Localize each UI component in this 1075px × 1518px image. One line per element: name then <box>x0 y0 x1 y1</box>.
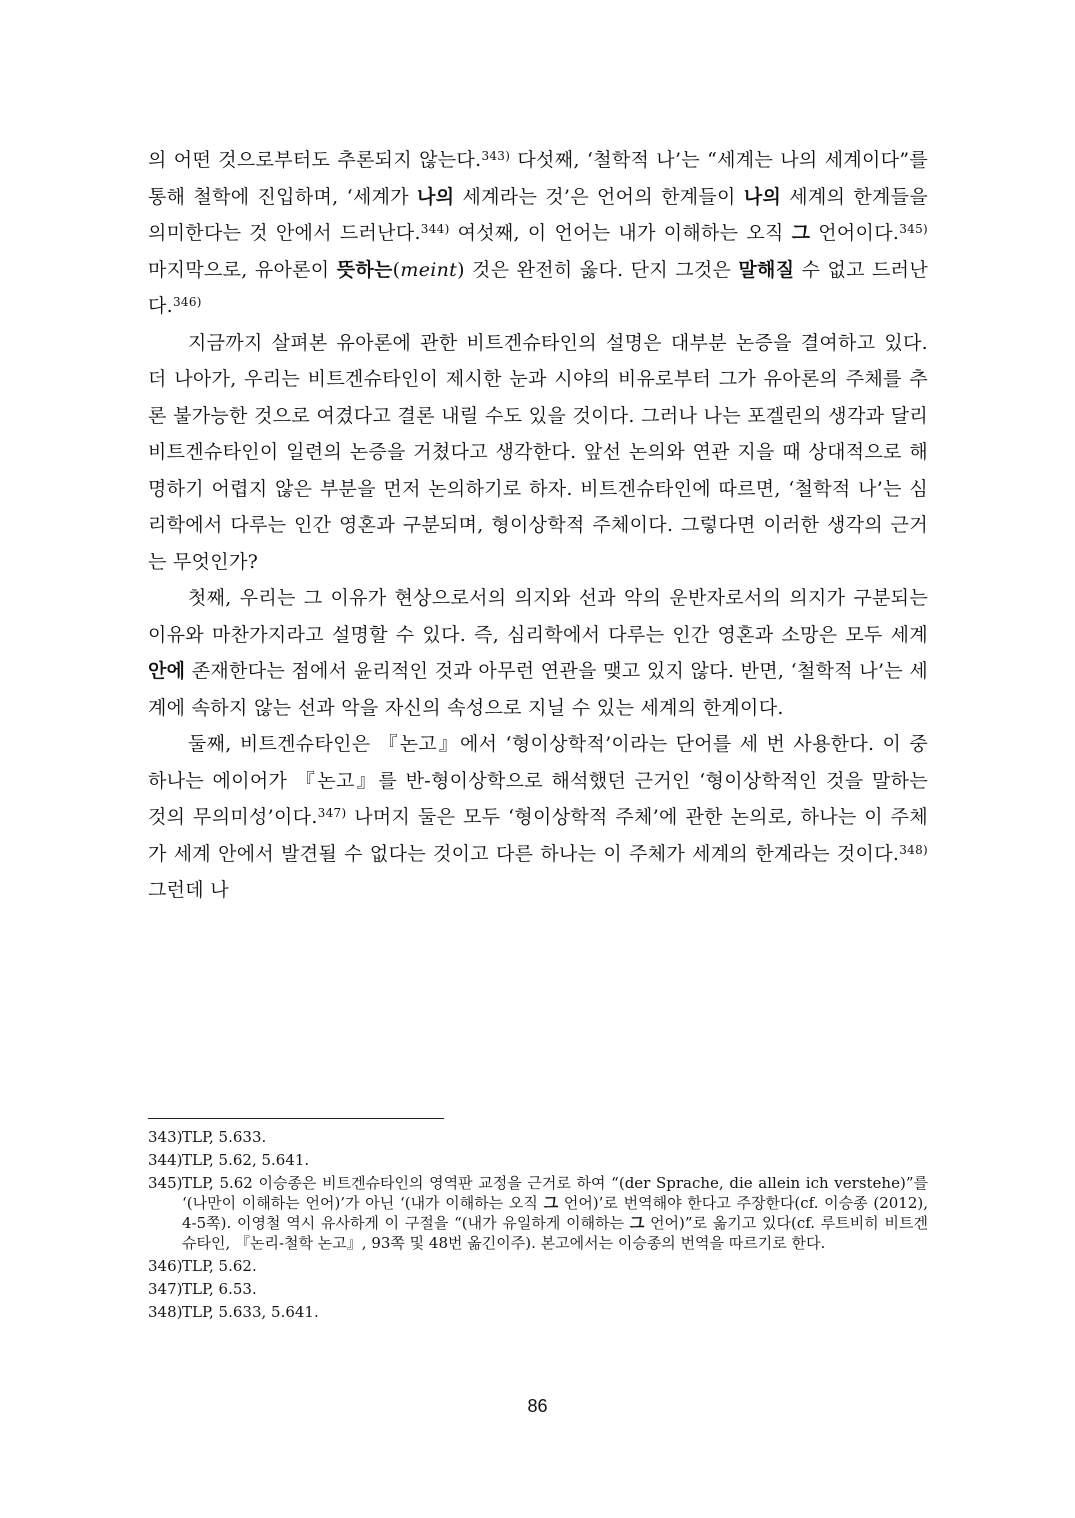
text-run: TLP, 6.53. <box>182 1280 257 1298</box>
footnote-number: 344) <box>148 1151 183 1169</box>
footnote-number: 343) <box>148 1128 183 1146</box>
text-run: TLP, 5.62. <box>182 1257 257 1275</box>
footnote-ref[interactable]: 345) <box>899 222 928 236</box>
text-run: 세계의 한계들을 의미한다는 것 안에서 드러난다. <box>148 185 928 244</box>
text-run: TLP, 5.62, 5.641. <box>182 1151 310 1169</box>
text-run: 나머지 둘은 모두 ‘형이상학적 주체’에 관한 논의로, 하나는 이 주체가 세계 안에서 발견될 수 없다는 것이고 다른 하나는 이 주체가 세계의 한계라는 것이다. <box>148 806 928 865</box>
footnote-item <box>148 1150 928 1170</box>
emphasis-bold: 나의 <box>743 185 782 208</box>
text-run: 세계라는 것’은 언어의 한계들이 <box>454 185 744 208</box>
emphasis-bold: 말해질 <box>738 258 795 281</box>
body-paragraph <box>148 726 928 909</box>
footnote-number: 347) <box>148 1280 183 1298</box>
body-paragraph <box>148 325 928 581</box>
emphasis-bold: 안에 <box>148 660 186 682</box>
text-run: 존재한다는 점에서 윤리적인 것과 아무런 연관을 맺고 있지 않다. 반면, ‘철학적 나’는 세계에 속하지 않는 선과 악을 자신의 속성으로 지닐 수 있는 세계의 한계이다. <box>148 660 928 719</box>
text-run: ( <box>392 258 401 281</box>
body-paragraph <box>148 142 928 325</box>
footnote-text <box>182 1302 928 1322</box>
text-run: 마지막으로, 유아론이 <box>148 258 337 281</box>
footnote-divider <box>148 1118 444 1119</box>
text-run: 첫째, 우리는 그 이유가 현상으로서의 의지와 선과 악의 운반자로서의 의지가 구분되는 이유와 마찬가지라고 설명할 수 있다. 즉, 심리학에서 다루는 인간 영혼과 소망은 모두 세계 <box>148 587 928 646</box>
text-run: 그런데 나 <box>148 879 229 901</box>
emphasis-bold: 그 <box>791 222 811 244</box>
text-run: 다섯째, ‘철학적 나’는 “세계는 나의 세계이다”를 통해 철학에 진입하며, ‘세계가 <box>148 149 928 208</box>
main-body-text <box>148 142 928 909</box>
footnote-text <box>182 1256 928 1276</box>
text-run: TLP, 5.633. <box>182 1128 267 1146</box>
footnotes <box>148 1127 928 1325</box>
footnote-item <box>148 1127 928 1147</box>
text-run: 언어)’로 번역해야 한다고 주장한다(cf. 이승종 (2012), 4-5쪽). 이영철 역시 유사하게 이 구절을 “(내가 유일하게 이해하는 <box>182 1194 929 1232</box>
body-paragraph <box>148 580 928 726</box>
footnote-ref[interactable]: 344) <box>420 222 450 236</box>
footnote-item <box>148 1256 928 1276</box>
text-run: TLP, 5.62 이승종은 비트겐슈타인의 영역판 교정을 근거로 하여 “(der Sprache, die allein ich verstehe)”를 ‘(나만이 이해하는 언어)’가 아닌 ‘(내가 이해하는 오직 <box>182 1174 928 1212</box>
footnote-ref[interactable]: 343) <box>481 149 511 163</box>
footnote-text <box>182 1173 928 1253</box>
text-run: 수 없고 드러난다. <box>148 258 928 317</box>
footnote-ref[interactable]: 347) <box>317 806 347 820</box>
footnote-ref[interactable]: 348) <box>899 842 928 857</box>
emphasis-italic: meint <box>400 258 458 281</box>
footnote-item <box>148 1279 928 1299</box>
footnote-text <box>182 1279 928 1299</box>
footnote-number: 346) <box>148 1257 183 1275</box>
footnote-number: 348) <box>148 1303 183 1321</box>
emphasis-bold: 그 <box>629 1214 645 1232</box>
text-run: 언어이다. <box>810 222 900 244</box>
text-run: 언어)”로 옮기고 있다(cf. 루트비히 비트겐슈타인, 『논리-철학 논고』, 93쪽 및 48번 옮긴이주). 본고에서는 이승종의 번역을 따르기로 한다. <box>182 1214 928 1252</box>
footnote-item <box>148 1302 928 1322</box>
page-number: 86 <box>527 1396 548 1416</box>
footnote-ref[interactable]: 346) <box>173 295 202 309</box>
emphasis-bold: 뜻하는 <box>336 258 393 281</box>
text-run: 둘째, 비트겐슈타인은 『논고』에서 ‘형이상학적’이라는 단어를 세 번 사용한다. 이 중 하나는 에이어가 『논고』를 반-형이상학으로 해석했던 근거인 ‘형이상학적인 것을 말하는 것의 무의미성’이다. <box>148 733 928 828</box>
emphasis-bold: 그 <box>543 1194 559 1212</box>
text-run: ) 것은 완전히 옳다. 단지 그것은 <box>457 258 739 281</box>
text-run: 지금까지 살펴본 유아론에 관한 비트겐슈타인의 설명은 대부분 논증을 결여하고 있다. 더 나아가, 우리는 비트겐슈타인이 제시한 눈과 시야의 비유로부터 그가 유아론의 주체를 추론 불가능한 것으로 여겼다고 결론 내릴 수도 있을 것이다. 그러나 나는 포겔린의 생각과 달리 비트겐슈타인이 일련의 논증을 거쳤다고 생각한다. 앞선 논의와 연관 지을 때 상대적으로 해명하기 어렵지 않은 부분을 먼저 논의하기로 하자. 비트겐슈타인에 따르면, ‘철학적 나’는 심리학에서 다루는 인간 영혼과 구분되며, 형이상학적 주체이다. 그렇다면 이러한 생각의 근거는 무엇인가? <box>148 331 928 573</box>
footnote-text <box>182 1127 928 1147</box>
text-run: TLP, 5.633, 5.641. <box>182 1303 319 1321</box>
text-run: 의 어떤 것으로부터도 추론되지 않는다. <box>148 149 482 171</box>
footnote-item <box>148 1173 928 1253</box>
footnote-text <box>182 1150 928 1170</box>
footnote-number: 345) <box>148 1174 183 1192</box>
text-run: 여섯째, 이 언어는 내가 이해하는 오직 <box>449 222 792 244</box>
emphasis-bold: 나의 <box>417 185 455 208</box>
